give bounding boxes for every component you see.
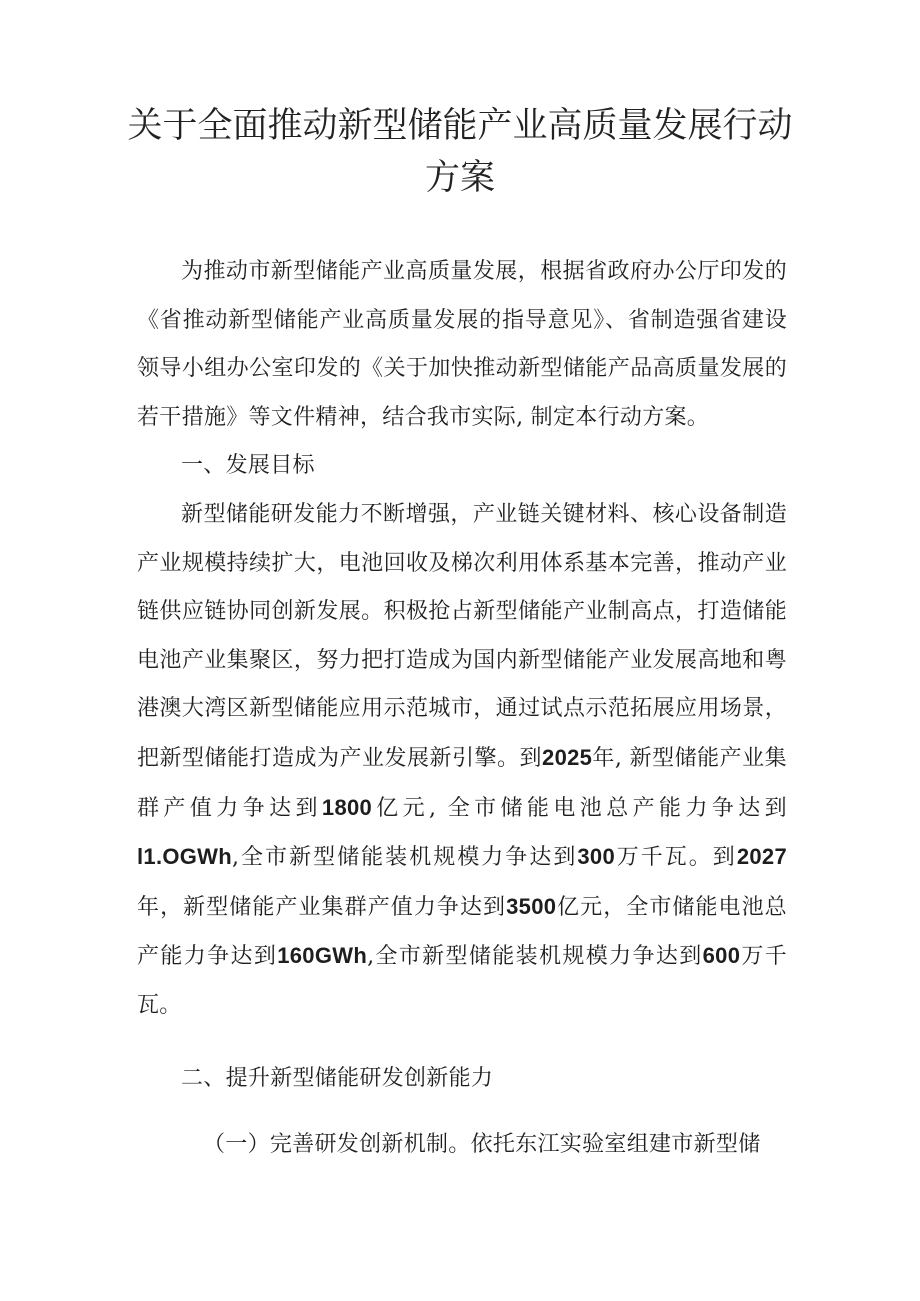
year-2025: 2025 — [542, 744, 593, 770]
value-output-2025: 1800 — [321, 794, 373, 820]
spacer — [137, 1103, 787, 1121]
value-capacity-2025: l1.OGWh — [137, 844, 232, 870]
goals-text: 新型储能研发能力不断增强，产业链关键材料、核心设备制造产业规模持续扩大，电池回收及梯次利用体系基本完善，推动产业链供应链协同创新发展。积极抢占新型储能产业制高点，打造储能电池产业集聚区，努力把打造成为国内新型储能产业发展高地和粤港澳大湾区新型储能应用示范城市，通过试点示范拓展应用场景，把新型储能打造成为产业发展新引擎。到 — [137, 501, 787, 771]
section-heading-innovation: 二、提升新型储能研发创新能力 — [181, 1065, 494, 1091]
goals-text: 年，新型储能产业集群产值力争达到 — [137, 894, 507, 920]
year-2027: 2027 — [736, 844, 787, 870]
document-body — [137, 248, 787, 1170]
section-heading-goals: 一、发展目标 — [181, 453, 315, 479]
goals-text: 万千瓦。到 — [614, 845, 737, 871]
goals-text: 亿元，全市储能电池总产能力争达到 — [137, 894, 787, 970]
intro-paragraph: 为推动市新型储能产业高质量发展，根据省政府办公厅印发的《省推动新型储能产业高质量发展的指导意见》、省制造强省建设领导小组办公室印发的《关于加快推动新型储能产品高质量发展的若干措施》等文件精神，结合我市实际, 制定本行动方案。 — [137, 259, 787, 430]
spacer — [137, 1031, 787, 1055]
goals-text: 亿元, 全市储能电池总产能力争达到 — [372, 795, 787, 821]
value-capacity-2027: 160GWh — [277, 943, 368, 969]
subsection-paragraph: （一）完善研发创新机制。依托东江实验室组建市新型储 — [203, 1132, 761, 1158]
goals-text: 万千瓦。 — [137, 944, 787, 1018]
goals-text: 年, 新型储能产业集群产值力争达到 — [137, 745, 787, 821]
goals-paragraph — [137, 491, 787, 1031]
value-installed-2025: 300 — [577, 844, 615, 870]
goals-text: ,全市新型储能装机规模力争达到 — [367, 944, 703, 970]
value-installed-2027: 600 — [702, 943, 741, 969]
goals-text: ,全市新型储能装机规模力争达到 — [232, 845, 578, 871]
value-output-2027: 3500 — [506, 893, 557, 919]
document-title: 关于全面推动新型储能产业高质量发展行动方案 — [127, 106, 793, 198]
